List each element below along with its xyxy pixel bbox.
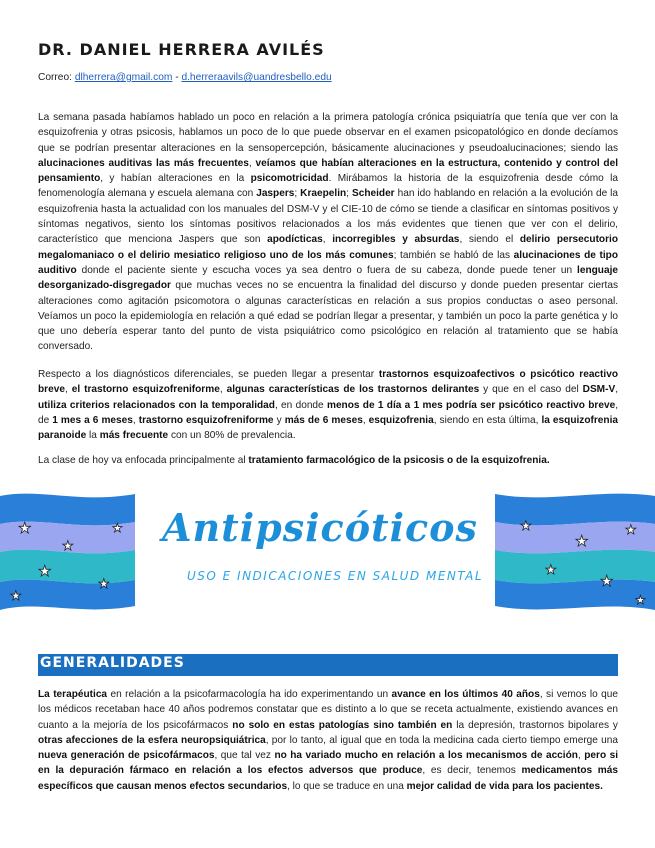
bold-text: no ha variado mucho en relación a los mecanismos de acción <box>274 750 578 762</box>
bold-text: trastorno esquizofreniforme <box>138 414 274 426</box>
text-run: , <box>362 414 369 426</box>
email-link-1[interactable]: dlherrera@gmail.com <box>74 72 173 83</box>
star-icon: ★ <box>98 576 110 591</box>
contact-label: Correo: <box>38 72 72 83</box>
text-run: , es decir, tenemos <box>422 765 522 777</box>
text-run: , que tal vez <box>214 750 275 762</box>
bold-text: alucinaciones auditivas las más frecuentes <box>38 157 249 169</box>
bold-text: no solo en estas patologías sino también en <box>232 719 453 731</box>
text-run: La semana pasada habíamos hablado un poco en relación a la primera patología crónica psiquiatría que tenía que ver con la esquizofrenia y otras psicosis, hablamos un poco de lo que puede observar en el examen psicopatológico en donde decíamos que se podrían presentar alteraciones en la sensopercepción, básicamente alucinaciones y pseudoalucinaciones; siendo las <box>38 112 618 154</box>
star-icon: ★ <box>112 521 123 535</box>
bold-text: pero si en la depuración fármaco en relación a los efectos adversos que produce <box>38 750 619 777</box>
text-run: ; <box>346 188 352 200</box>
bold-text: psicomotricidad <box>250 173 329 185</box>
star-icon: ★ <box>575 533 589 550</box>
star-icon: ★ <box>520 518 532 533</box>
text-run: , lo que se traduce en una <box>287 780 407 792</box>
text-run: en relación a la psicofarmacología ha ido experimentando un <box>107 689 392 700</box>
bold-text: Jaspers <box>256 188 295 200</box>
text-run: La clase de hoy va enfocada principalmente al <box>38 455 249 466</box>
star-icon: ★ <box>600 573 614 590</box>
star-icon: ★ <box>10 588 22 603</box>
star-icon: ★ <box>18 520 32 537</box>
text-run: y <box>273 414 285 426</box>
text-run: . Mirábamos la historia de la esquizofrenia desde cómo la fenomenología alemana y escuela alemana con <box>38 173 619 200</box>
text-run: la depresión, trastornos bipolares y <box>452 719 618 731</box>
differential-diagnosis-paragraph <box>38 367 618 443</box>
bold-text: utiliza criterios relacionados con la temporalidad <box>38 399 275 411</box>
text-run: , por lo tanto, al igual que en toda la medicina cada cierto tiempo emerge una <box>265 734 618 746</box>
text-run: , <box>64 384 72 396</box>
text-run: que muchas veces no se encuentra la finalidad del discurso y donde pueden presentar ciertas alteraciones como agitación psicomotora o algunas características en relación a sus propios conductas o aseo personal. Veíamos un poco la epidemiología en relación a qué edad se podrían llegar a presentar, y también un poco la parte genética y lo que uno debería esperar tanto del punto de vista psiquiátrico como psicológico en relación al tratamiento que se había conversado. <box>38 280 618 353</box>
text-run: con un 80% de prevalencia. <box>168 430 296 442</box>
contact-line <box>38 72 332 83</box>
text-run: , <box>132 414 139 426</box>
text-run: , si vemos lo que los médicos recetaban hace 40 años podremos constatar que es distinto a lo que se receta actualmente, existiendo avances en cuanto a la mejoría de los psicofármacos <box>38 689 618 731</box>
text-run: , <box>248 157 256 169</box>
text-run: , de <box>38 399 618 426</box>
text-run: , <box>219 384 227 396</box>
bold-text: nueva generación de psicofármacos <box>38 750 215 762</box>
bold-text: menos de 1 día a 1 mes podría ser psicótico reactivo breve <box>326 399 616 411</box>
bold-text: medicamentos más específicos que causan menos efectos secundarios <box>38 765 618 792</box>
generalidades-paragraph <box>38 687 618 794</box>
section-title: GENERALIDADES <box>40 655 185 671</box>
bold-text: algunas características de los trastornos delirantes <box>226 384 480 396</box>
bold-text: alucinaciones de tipo auditivo <box>38 249 618 276</box>
bold-text: el trastorno esquizofreniforme <box>71 384 220 396</box>
bold-text: La terapéutica <box>38 689 108 700</box>
star-icon: ★ <box>545 562 557 577</box>
email-link-2[interactable]: d.herreraavils@uandresbello.edu <box>181 72 332 83</box>
bold-text: más frecuente <box>99 430 169 442</box>
class-focus-paragraph <box>38 453 618 468</box>
bold-text: 1 mes a 6 meses <box>52 414 133 426</box>
text-run: , <box>615 384 618 396</box>
text-run: Respecto a los diagnósticos diferenciales, se pueden llegar a presentar <box>38 369 379 380</box>
text-run: y que en el caso del <box>479 384 583 396</box>
email-separator: - <box>172 72 182 83</box>
author-name: DR. DANIEL HERRERA AVILÉS <box>38 40 325 59</box>
text-run: ; también se habló de las <box>393 249 514 261</box>
text-run: ; <box>294 188 301 200</box>
star-icon: ★ <box>635 593 646 607</box>
text-run: , en donde <box>274 399 327 411</box>
bold-text: delirio persecutorio megalomaniaco o el delirio mesiatico religioso uno de los más comunes <box>38 234 618 261</box>
text-run: han ido hablando en relación a la evolución de la esquizofrenia hasta la actualidad con los manuales del DSM-V y el CIE-10 de cómo se tiende a clasificar en síntomas positivos y síntomas negativos, siento los síntomas positivos relacionados a los más evidentes que tienen que ver con el delirio, característico que menciona Jaspers que son <box>38 188 619 246</box>
text-run: , siendo el <box>459 234 520 246</box>
text-run: la <box>86 430 100 442</box>
star-icon: ★ <box>38 563 52 580</box>
bold-text: tratamiento farmacológico de la psicosis o de la esquizofrenia. <box>248 455 550 466</box>
intro-paragraph <box>38 110 618 355</box>
text-run: donde el paciente siente y escucha voces ya sea dentro o fuera de su cabeza, donde puede tener un <box>76 264 578 276</box>
bold-text: DSM-V <box>582 384 616 396</box>
bold-text: otras afecciones de la esfera neuropsiquiátrica <box>38 734 266 746</box>
text-run: , siendo en esta última, <box>433 414 542 426</box>
bold-text: apodícticas <box>267 234 323 246</box>
bold-text: trastornos esquizoafectivos o psicótico reactivo breve <box>38 369 618 396</box>
star-icon: ★ <box>625 522 637 537</box>
bold-text: mejor calidad de vida para los pacientes. <box>406 780 603 792</box>
star-icon: ★ <box>62 538 74 553</box>
bold-text: esquizofrenia <box>368 414 434 426</box>
banner-subtitle: USO E INDICACIONES EN SALUD MENTAL <box>186 569 484 583</box>
bold-text: Scheider <box>351 188 395 200</box>
bold-text: más de 6 meses <box>284 414 363 426</box>
text-run: , <box>322 234 333 246</box>
text-run: , y habían alteraciones en la <box>100 173 251 185</box>
bold-text: la esquizofrenia paranoide <box>38 414 618 442</box>
bold-text: incorregibles y absurdas <box>332 234 460 246</box>
bold-text: Kraepelin <box>300 188 347 200</box>
bold-text: veíamos que habían alteraciones en la estructura, contenido y control del pensamiento <box>38 157 619 185</box>
bold-text: lenguaje desorganizado-disgregador <box>38 264 618 292</box>
text-run: , <box>577 750 585 762</box>
banner-title: Antipsicóticos <box>162 505 478 550</box>
bold-text: avance en los últimos 40 años <box>391 689 540 700</box>
